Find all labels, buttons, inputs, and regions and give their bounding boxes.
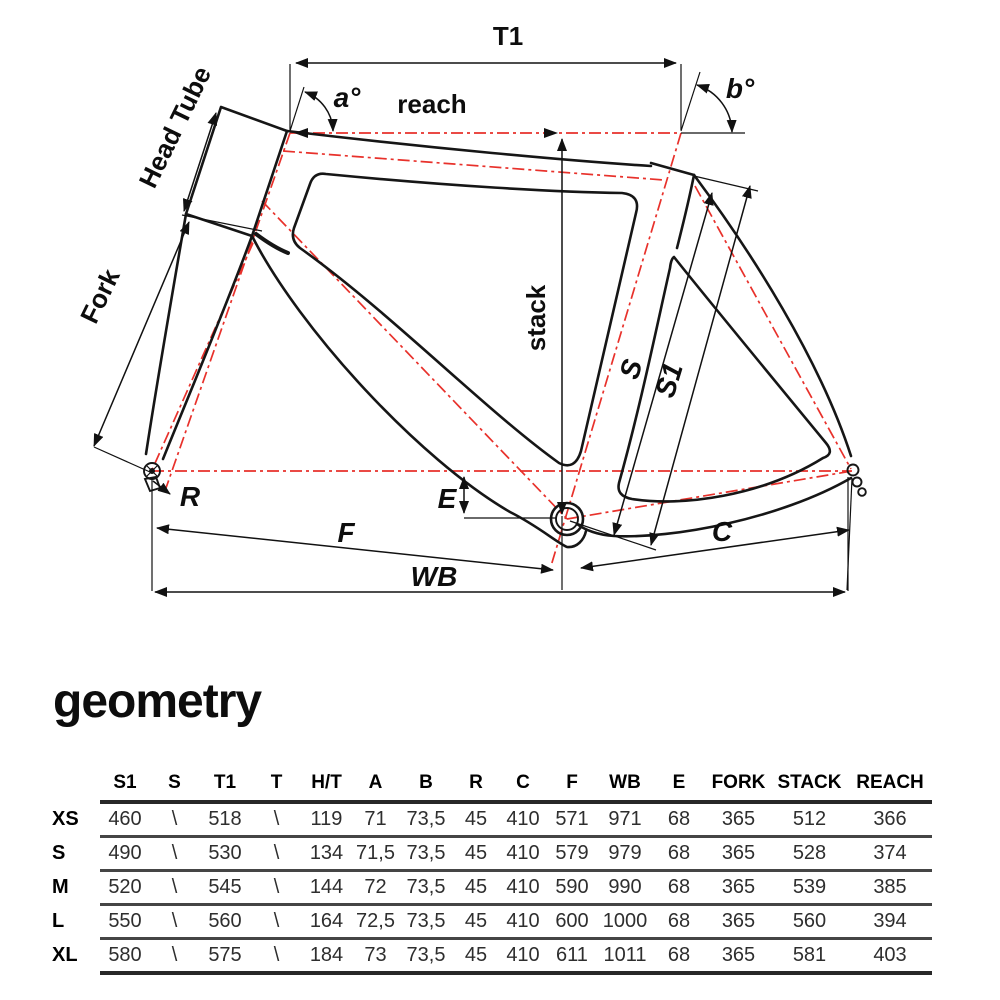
label-f: F [337,517,355,548]
cell: 365 [706,837,771,871]
dimension-labels [74,21,755,592]
label-c: C [711,516,733,547]
label-r: R [179,481,201,512]
col-header: T1 [199,766,251,802]
seat-stay [694,175,851,456]
cell: 144 [302,871,351,905]
top-tube [287,131,651,166]
cell: 530 [199,837,251,871]
label-s: S [613,355,649,383]
cell: 73,5 [400,802,452,837]
cell: 68 [652,905,706,939]
col-header: F [546,766,598,802]
cell: \ [150,871,199,905]
label-t1: T1 [492,21,524,51]
cell: 68 [652,837,706,871]
cell: 575 [199,939,251,974]
cell: 520 [100,871,150,905]
cell: 410 [500,802,546,837]
col-header: E [652,766,706,802]
cell: \ [251,837,302,871]
col-header: A [351,766,400,802]
col-header: C [500,766,546,802]
cell: 365 [706,871,771,905]
label-stack: stack [521,284,551,352]
cell: 539 [771,871,848,905]
table-row [50,871,932,905]
label-e: E [437,483,457,514]
cell: 518 [199,802,251,837]
row-size-label: L [52,910,65,932]
cell: 550 [100,905,150,939]
cell: 45 [452,939,500,974]
cell: 72,5 [351,905,400,939]
cell: 73,5 [400,871,452,905]
cell: 579 [546,837,598,871]
cell: 971 [598,802,652,837]
col-header: S1 [100,766,150,802]
col-header: WB [598,766,652,802]
cell: 164 [302,905,351,939]
row-size-label: XL [52,944,78,967]
label-angle-b: b° [725,73,755,104]
dimension-lines [94,63,849,592]
label-reach: reach [397,89,467,119]
cell: 580 [100,939,150,974]
cell: 374 [848,837,932,871]
cell: 560 [771,905,848,939]
cell: 410 [500,871,546,905]
cell: 365 [706,802,771,837]
label-wb: WB [410,561,458,592]
table-row [50,837,932,871]
table-row [50,802,932,837]
cell: 73,5 [400,905,452,939]
frame-outline [144,107,866,547]
cell: 68 [652,871,706,905]
rear-dropout [848,465,859,476]
cell: 410 [500,905,546,939]
cell: 394 [848,905,932,939]
cell: 1000 [598,905,652,939]
col-header: B [400,766,452,802]
label-angle-a: a° [333,82,361,113]
cell: 528 [771,837,848,871]
cell: 45 [452,837,500,871]
cell: 45 [452,905,500,939]
cell: \ [251,905,302,939]
cell: \ [150,802,199,837]
cell: 545 [199,871,251,905]
header-row [50,766,932,802]
cell: 68 [652,939,706,974]
page-title: geometry [53,675,262,728]
cell: 403 [848,939,932,974]
col-header: T [251,766,302,802]
cell: \ [251,871,302,905]
cell: 460 [100,802,150,837]
extension-lines [94,61,852,591]
cell: 365 [706,905,771,939]
cell: 600 [546,905,598,939]
cell: \ [251,939,302,974]
cell: 490 [100,837,150,871]
col-header: H/T [302,766,351,802]
cell: \ [150,905,199,939]
down-tube [252,236,586,547]
cell: \ [251,802,302,837]
row-size-label: M [52,876,69,898]
cell: 134 [302,837,351,871]
cell: 990 [598,871,652,905]
col-header: REACH [848,766,932,802]
cell: 979 [598,837,652,871]
label-s1: S1 [649,359,689,402]
geometry-table [50,766,932,975]
cell: 72 [351,871,400,905]
table-header [50,766,932,802]
cell: 119 [302,802,351,837]
row-size-label: S [52,842,66,864]
cell: \ [150,837,199,871]
cell: 571 [546,802,598,837]
cell: 581 [771,939,848,974]
cell: 410 [500,837,546,871]
cell: 366 [848,802,932,837]
cell: 71 [351,802,400,837]
cell: 45 [452,802,500,837]
cell: 1011 [598,939,652,974]
cell: 385 [848,871,932,905]
col-header: R [452,766,500,802]
cell: 410 [500,939,546,974]
cell: 45 [452,871,500,905]
label-fork: Fork [74,264,126,328]
cell: 184 [302,939,351,974]
corner-cell [50,766,100,802]
table-row [50,905,932,939]
col-header: S [150,766,199,802]
cell: 365 [706,939,771,974]
row-size-label: XS [52,807,79,830]
label-head-tube: Head Tube [132,61,218,193]
col-header: FORK [706,766,771,802]
col-header: STACK [771,766,848,802]
cell: 73,5 [400,939,452,974]
cell: 68 [652,802,706,837]
table-row [50,939,932,974]
cell: 590 [546,871,598,905]
cell: 73,5 [400,837,452,871]
cell: \ [150,939,199,974]
seat-tube [677,175,694,248]
table-body [50,802,932,973]
cell: 611 [546,939,598,974]
cell: 512 [771,802,848,837]
cell: 73 [351,939,400,974]
cell: 560 [199,905,251,939]
cell: 71,5 [351,837,400,871]
